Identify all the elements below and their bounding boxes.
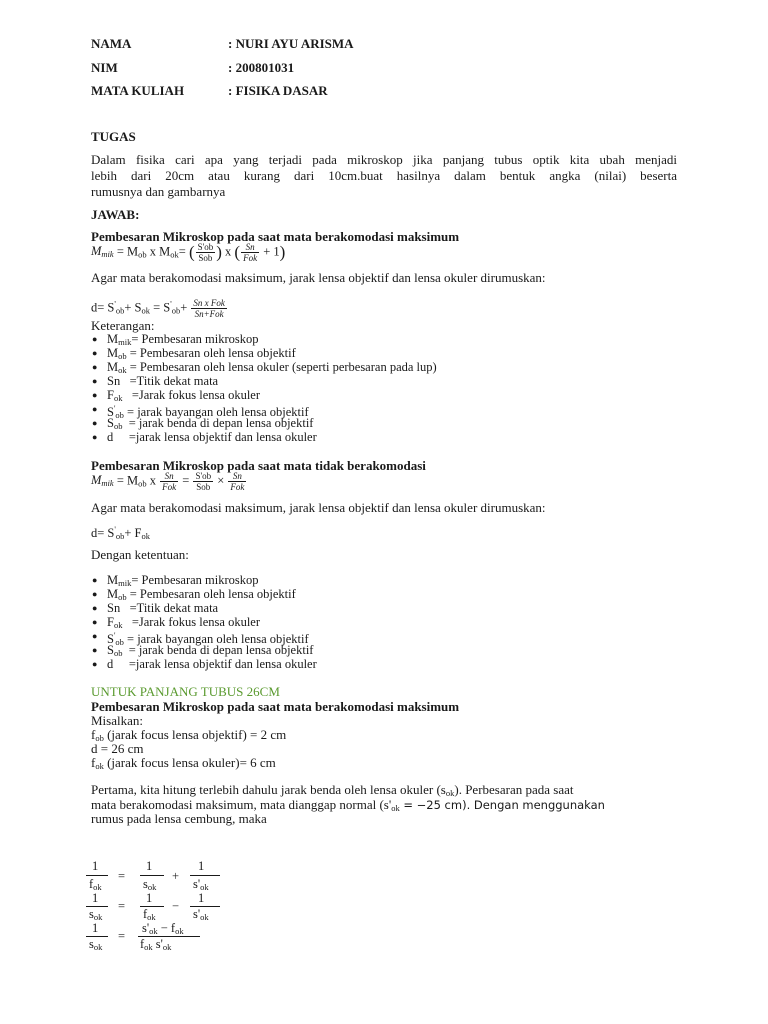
list-item: ● $M_{ob}$ = Pembesaran oleh lensa objektif: [92, 587, 317, 601]
case26-paragraph-line-1: Pertama, kita hitung terlebih dahulu jarak benda oleh lensa okuler $(s_{ok})$. Perbesaran pada saat: [91, 782, 574, 798]
list-item: ● d =jarak lensa objektif dan lensa okuler: [92, 657, 317, 671]
task-line-3: rumusnya dan gambarnya: [91, 184, 226, 199]
case26-paragraph-line-3: rumus pada lensa cembung, maka: [91, 811, 267, 826]
ketentuan-label: Dengan ketentuan:: [91, 547, 189, 562]
list-item: ● $S_{ob}$ = jarak benda di depan lensa objektif: [92, 416, 437, 430]
case26-heading: UNTUK PANJANG TUBUS 26CM: [91, 684, 280, 699]
name-value: : NURI AYU ARISMA: [228, 36, 354, 51]
nim-value: : 200801031: [228, 60, 295, 75]
list-item: ● $S_{ob}$ = jarak benda di depan lensa objektif: [92, 643, 317, 657]
legend-list-2: [92, 573, 317, 671]
legend-list-1: [92, 332, 437, 444]
name-label: NAMA: [91, 36, 132, 51]
list-item: ● $M_{mik}=$ Pembesaran mikroskop: [92, 573, 317, 587]
formula-magnification-relaxed: $M_{mik} = M_{ob}$ x $\frac{Sn}{\text{Fok}}$ = $\frac{S'ob}{\text{Sob}}$ × $\frac{Sn}{\text{Fok}}$: [91, 471, 245, 492]
keterangan-label: Keterangan:: [91, 318, 155, 333]
task-line-2: lebih dari 20cm atau kurang dari 10cm.buat hasilnya dalam bentuk angka (nilai) beserta: [91, 168, 677, 183]
list-item: ● $S'_{ob}$ = jarak bayangan oleh lensa objektif: [92, 402, 437, 416]
case26-title: Pembesaran Mikroskop pada saat mata berakomodasi maksimum: [91, 699, 460, 714]
task-heading: TUGAS: [91, 129, 136, 144]
list-item: ● $F_{ok}$ =Jarak fokus lensa okuler: [92, 615, 317, 629]
fob-value: $f_{ob}$ (jarak focus lensa objektif) = 2 cm: [91, 727, 287, 743]
misalkan-label: Misalkan:: [91, 713, 143, 728]
document-page: NAMA : NURI AYU ARISMA NIM : 200801031 MATA KULIAH : FISIKA DASAR TUGAS Dalam fisika cari apa yang terjadi pada mikroskop jika panjang tubus optik kita ubah menjadi lebih dari 20cm atau kurang dari 10cm.buat hasilnya dalam bentuk angka (nilai) beserta rumusnya dan gambarnya JAWAB: Pembesaran Mikroskop pada saat mata berakomodasi maksimum $M_{mik} = M_{ob}$ x $M_{ok}=$ ( $\frac{S'ob}{\text{Sob}}$ ) x ( $\frac{Sn}{\text{Fok}}$ + 1) Agar mata berakomodasi maksimum, jarak lensa objektif dan lensa okuler dirumuskan: $d= S'_{ob}+ S_{ok} = S'_{ob}+$ $\frac{\text{Sn x Fok}}{\text{Sn+Fok}}$ Keterangan: ● $M_{mik}=$ Pembesaran mikroskop ● $M_{ob}$ = Pembesaran oleh lensa objektif ● $M_{ok}$ = Pembesaran oleh lensa okuler (seperti perbesaran pada lup) ● Sn =Titik dekat mata ● $F_{ok}$ =Jarak fokus lensa okuler ● $S'_{ob}$ = jarak bayangan oleh lensa objektif ● $S_{ob}$ = jarak benda di depan lensa objektif ● d =jarak lensa objektif dan lensa okuler Pembesaran Mikroskop pada saat mata tidak berakomodasi $M_{mik} = M_{ob}$ x $\frac{Sn}{\text{Fok}}$ = $\frac{S'ob}{\text{Sob}}$ × $\frac{Sn}{\text{Fok}}$ Agar mata berakomodasi maksimum, jarak lensa objektif dan lensa okuler dirumuskan: $d= S'_{ob}+ F_{ok}$ Dengan ketentuan: ● $M_{mik}=$ Pembesaran mikroskop ● $M_{ob}$ = Pembesaran oleh lensa objektif ● Sn =Titik dekat mata ● $F_{ok}$ =Jarak fokus lensa okuler ● $S'_{ob}$ = jarak bayangan oleh lensa objektif ● $S_{ob}$ = jarak benda di depan lensa objektif ● d =jarak lensa objektif dan lensa okuler UNTUK PANJANG TUBUS 26CM Pembesaran Mikroskop pada saat mata berakomodasi maksimum Misalkan: $f_{ob}$ (jarak focus lensa objektif) = 2 cm d = 26 cm $f_{ok}$ (jarak focus lensa okuler)= 6 cm Pertama, kita hitung terlebih dahulu jarak benda oleh lensa okuler $(s_{ok})$. Perbesaran pada saat mata berakomodasi maksimum, mata dianggap normal ($s'_{ok} = -25$ cm). Dengan menggunakan rumus pada lensa cembung, maka 1 $f_{ok}$ = 1 $s_{ok}$ + 1 $s'_{ok}$ 1 $s_{ok}$ = 1 $f_{ok}$ − 1 $s'_{ok}$ 1 $s_{ok}$ = $s'_{ok} - f_{ok}$ $f_{ok}$ $s'_{ok}$: [0, 0, 768, 1024]
list-item: ● $F_{ok}$ =Jarak fokus lensa okuler: [92, 388, 437, 402]
list-item: ● $M_{ok}$ = Pembesaran oleh lensa okuler (seperti perbesaran pada lup): [92, 360, 437, 374]
case26-paragraph-line-2: mata berakomodasi maksimum, mata dianggap normal ($s'_{ok} = -25$ cm). Dengan menggunakan: [91, 797, 605, 813]
section1-desc: Agar mata berakomodasi maksimum, jarak lensa objektif dan lensa okuler dirumuskan:: [91, 270, 546, 285]
list-item: ● $M_{mik}=$ Pembesaran mikroskop: [92, 332, 437, 346]
section2-desc: Agar mata berakomodasi maksimum, jarak lensa objektif dan lensa okuler dirumuskan:: [91, 500, 546, 515]
task-line-1: Dalam fisika cari apa yang terjadi pada mikroskop jika panjang tubus optik kita ubah menjadi: [91, 152, 677, 167]
list-item: ● $S'_{ob}$ = jarak bayangan oleh lensa objektif: [92, 629, 317, 643]
list-item: ● Sn =Titik dekat mata: [92, 601, 317, 615]
section2-title: Pembesaran Mikroskop pada saat mata tidak berakomodasi: [91, 458, 426, 473]
formula-magnification-max: $M_{mik} = M_{ob}$ x $M_{ok}=$ ( $\frac{S'ob}{\text{Sob}}$ ) x ( $\frac{Sn}{\text{Fok}}$ + 1): [91, 242, 286, 263]
answer-heading: JAWAB:: [91, 207, 140, 222]
formula-distance-max: $d= S'_{ob}+ S_{ok} = S'_{ob}+$ $\frac{\text{Sn x Fok}}{\text{Sn+Fok}}$: [91, 298, 225, 319]
formula-distance-relaxed: $d= S'_{ob}+ F_{ok}$: [91, 525, 150, 541]
nim-label: NIM: [91, 60, 118, 75]
section1-title: Pembesaran Mikroskop pada saat mata berakomodasi maksimum: [91, 229, 460, 244]
list-item: ● d =jarak lensa objektif dan lensa okuler: [92, 430, 437, 444]
course-value: : FISIKA DASAR: [228, 83, 328, 98]
list-item: ● $M_{ob}$ = Pembesaran oleh lensa objektif: [92, 346, 437, 360]
course-label: MATA KULIAH: [91, 83, 185, 98]
list-item: ● Sn =Titik dekat mata: [92, 374, 437, 388]
d-value: d = 26 cm: [91, 741, 144, 756]
fok-value: $f_{ok}$ (jarak focus lensa okuler)= 6 cm: [91, 755, 276, 771]
